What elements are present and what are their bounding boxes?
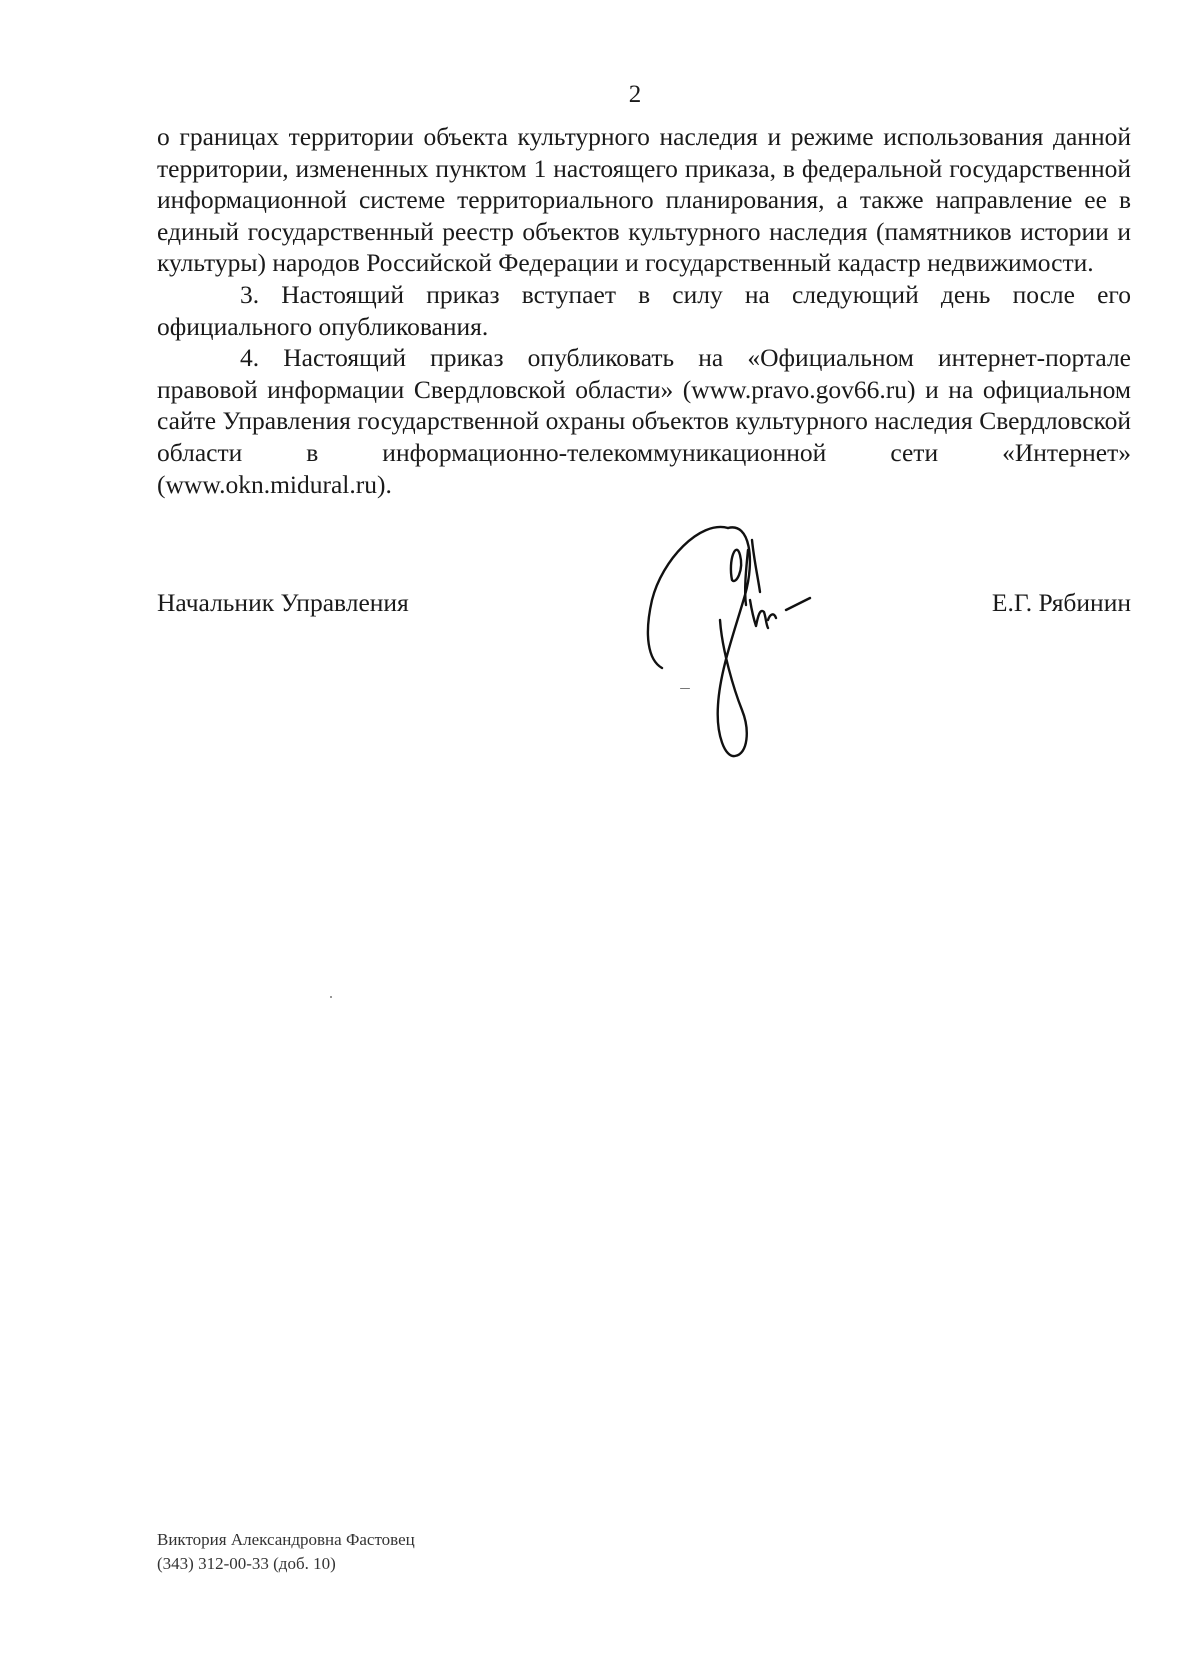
page-number: 2 bbox=[628, 81, 642, 108]
signer-position: Начальник Управления bbox=[157, 588, 409, 617]
handwritten-signature bbox=[640, 520, 860, 760]
paragraph-continuation: о границах территории объекта культурного наследия и режиме использования данной территории, измененных пунктом 1 настоящего приказа, в федеральной государственной информационной системе территориального планирования, а также направление ее в единый государственный реестр объектов культурного наследия (памятников истории и культуры) народов Российской Федерации и государственный кадастр недвижимости. bbox=[157, 122, 1131, 278]
paragraph-item-3: 3. Настоящий приказ вступает в силу на следующий день после его официального опубликования. bbox=[157, 279, 1131, 341]
signer-name: Е.Г. Рябинин bbox=[991, 588, 1131, 617]
scan-speck bbox=[330, 996, 332, 998]
executor-name: Виктория Александровна Фастовец bbox=[157, 1530, 415, 1549]
executor-phone: (343) 312-00-33 (доб. 10) bbox=[157, 1554, 336, 1573]
executor-footer bbox=[157, 1528, 415, 1576]
document-body bbox=[157, 121, 1131, 500]
paragraph-item-4: 4. Настоящий приказ опубликовать на «Официальном интернет-портале правовой информации Свердловской области» (www.pravo.gov66.ru) и на официальном сайте Управления государственной охраны объектов культурного наследия Свердловской области в информационно-телекоммуникационной сети «Интернет» (www.okn.midural.ru). bbox=[157, 343, 1131, 499]
scan-speck bbox=[680, 688, 690, 689]
